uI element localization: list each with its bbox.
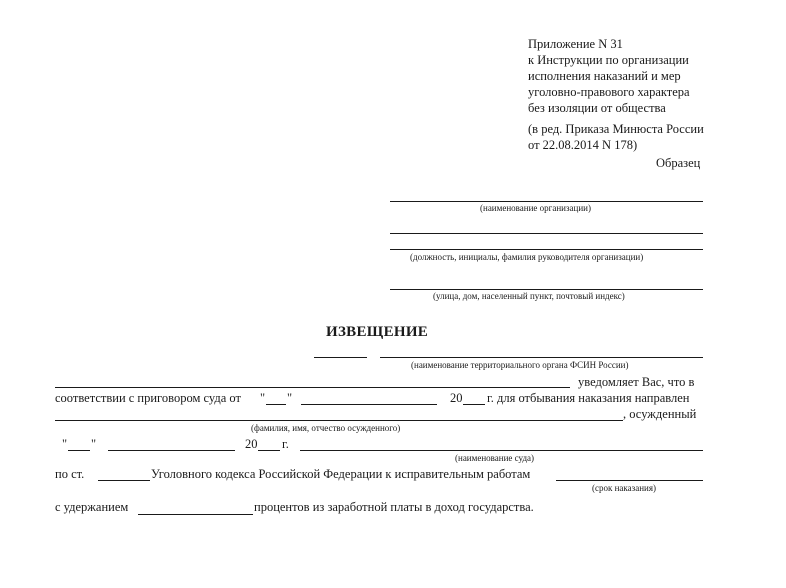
document-title: ИЗВЕЩЕНИЕ [326, 324, 429, 340]
article-label: по ст. [55, 467, 85, 481]
article-number-line [98, 480, 150, 481]
sentence-year-line [258, 450, 280, 451]
head-caption: (должность, инициалы, фамилия руководителя организации) [410, 252, 644, 262]
quote-close-2: " [91, 437, 97, 451]
address-line [390, 289, 703, 290]
notifies-text: уведомляет Вас, что в [578, 375, 695, 389]
court-caption: (наименование суда) [455, 453, 535, 463]
address-caption: (улица, дом, населенный пункт, почтовый индекс) [433, 291, 625, 301]
convict-caption: (фамилия, имя, отчество осужденного) [251, 423, 401, 433]
verdict-year-prefix: 20 [450, 391, 463, 405]
appendix-line-5: без изоляции от общества [528, 101, 666, 115]
org-name-line [390, 201, 703, 202]
convict-name-line [55, 420, 623, 421]
fsin-name-line [380, 357, 703, 358]
sentence-day-line [68, 450, 90, 451]
year-suffix: г. [282, 437, 289, 451]
sentence-year-prefix: 20 [245, 437, 258, 451]
verdict-year-line [463, 404, 485, 405]
verdict-month-line [301, 404, 437, 405]
percent-line [138, 514, 253, 515]
quote-open-2: " [62, 437, 68, 451]
head-line-2 [390, 249, 703, 250]
fsin-caption: (наименование территориального органа ФСИН России) [411, 360, 629, 370]
sample-label: Образец [656, 156, 701, 170]
sentence-month-line [108, 450, 235, 451]
head-line-1 [390, 233, 703, 234]
quote-close: " [287, 391, 293, 405]
percent-text: процентов из заработной платы в доход государства. [254, 500, 534, 514]
quote-open: " [260, 391, 266, 405]
appendix-line-3: исполнения наказаний и мер [528, 69, 681, 83]
accordance-text: соответствии с приговором суда от [55, 391, 241, 405]
fsin-short-line [314, 357, 367, 358]
convicted-text: , осужденный [623, 407, 697, 421]
edition-note-2: от 22.08.2014 N 178) [528, 138, 638, 152]
withholding-text: с удержанием [55, 500, 129, 514]
edition-note-1: (в ред. Приказа Минюста России [528, 122, 704, 136]
directed-text: г. для отбывания наказания направлен [487, 391, 690, 405]
appendix-line-2: к Инструкции по организации [528, 53, 689, 67]
org-name-caption: (наименование организации) [480, 203, 591, 213]
verdict-day-line [266, 404, 286, 405]
court-name-line [300, 450, 703, 451]
appendix-line-1: Приложение N 31 [528, 37, 623, 51]
fsin-continuation-line [55, 387, 570, 388]
criminal-code-text: Уголовного кодекса Российской Федерации к исправительным работам [151, 467, 531, 481]
appendix-line-4: уголовно-правового характера [528, 85, 690, 99]
term-line [556, 480, 703, 481]
term-caption: (срок наказания) [592, 483, 656, 493]
